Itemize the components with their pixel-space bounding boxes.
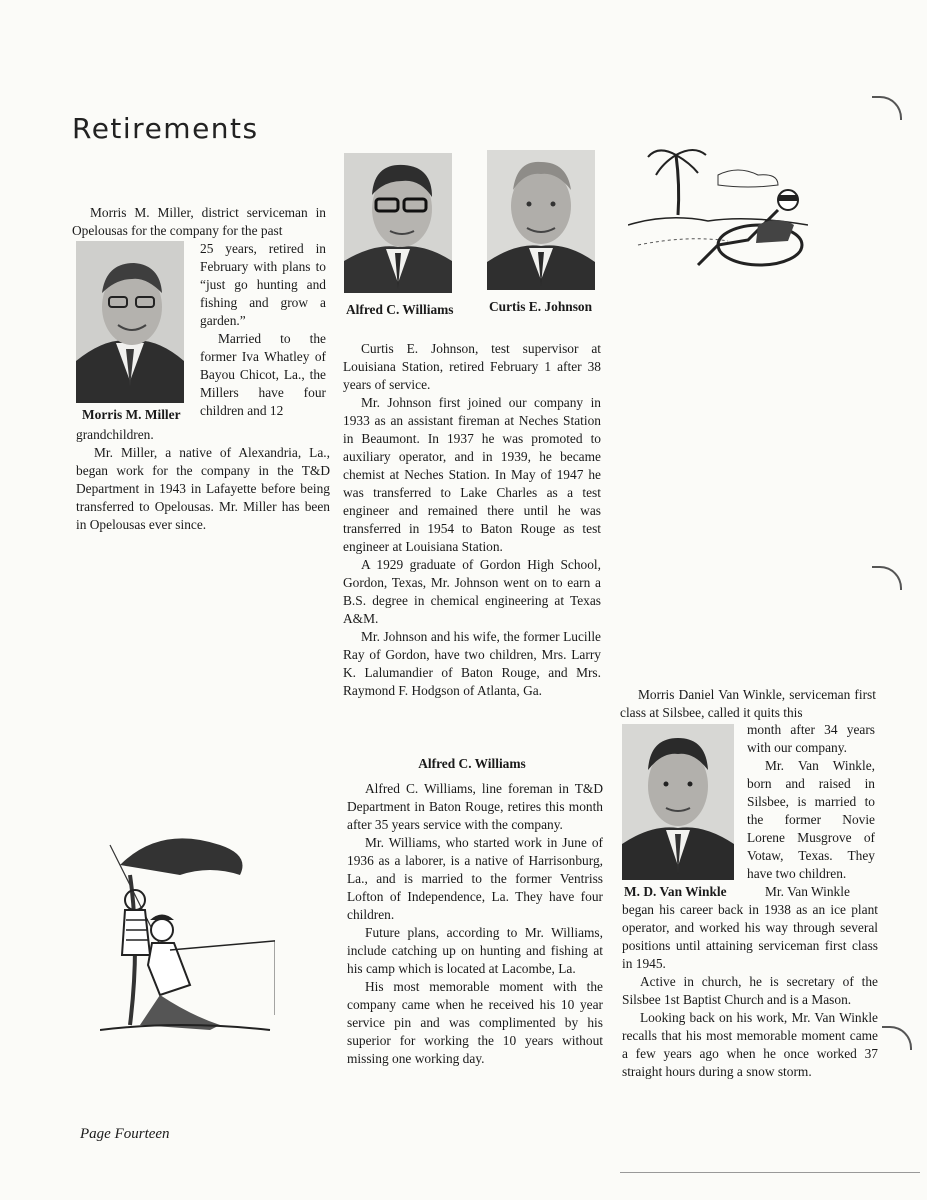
page-title: Retirements	[72, 112, 259, 145]
williams-paragraph-2: Mr. Williams, who started work in June of 1936 as a laborer, is a native of Harrisonburg, La., and is married to the former Ventriss Lofton of Independence, La. They have four children.	[347, 835, 603, 922]
johnson-paragraph-2: Mr. Johnson first joined our company in 1933 as an assistant fireman at Neches Station in Beaumont. In 1937 he was promoted to auxiliary operator, and in 1939, he became chemist at Neches Station. In May of 1947 he was transferred to Lake Charles as a test engineer and remained there until he was transferred in 1954 to Baton Rouge as test engineer at Louisiana Station.	[343, 395, 601, 554]
binder-notch	[872, 96, 902, 120]
miller-intro: Morris M. Miller, district serviceman in Opelousas for the company for the past	[72, 205, 326, 238]
miller-photo	[76, 241, 184, 403]
miller-wrap-text-2: Married to the former Iva Whatley of Bayou Chicot, La., the Millers have four children and 12	[200, 331, 326, 418]
vanwinkle-wrap-text: month after 34 years with our company.	[747, 722, 875, 755]
vanwinkle-wrap-text-3: Mr. Van Winkle	[765, 884, 850, 899]
vanwinkle-paragraph-2: began his career back in 1938 as an ice plant operator, and worked his way through several positions until attaining serviceman first class in 1945.	[622, 902, 878, 971]
miller-paragraph-2: Mr. Miller, a native of Alexandria, La., began work for the company in the T&D Department in 1943 in Lafayette before being transferred to Opelousas. Mr. Miller has been in Opelousas ever since.	[76, 445, 330, 532]
johnson-paragraph-4: Mr. Johnson and his wife, the former Lucille Ray of Gordon, have two children, Mrs. Larry K. Lalumandier of Baton Rouge, and Mrs. Raymond F. Hodgson of Atlanta, Ga.	[343, 629, 601, 698]
portrait-man-glasses-icon	[76, 241, 184, 403]
portrait-man-icon	[622, 724, 734, 880]
vanwinkle-paragraph-3: Active in church, he is secretary of the Silsbee 1st Baptist Church and is a Mason.	[622, 974, 878, 1007]
williams-paragraph-3: Future plans, according to Mr. Williams, include catching up on hunting and fishing at his camp which is located at Lacombe, La.	[347, 925, 603, 976]
johnson-photo-caption: Curtis E. Johnson	[489, 299, 593, 314]
williams-article	[347, 780, 603, 1068]
williams-paragraph-4: His most memorable moment with the company came when he received his 10 year service pin and was complimented by his superior for working the 10 years without missing one working day.	[347, 979, 603, 1066]
williams-paragraph-1: Alfred C. Williams, line foreman in T&D Department in Baton Rouge, retires this month after 35 years service with the company.	[347, 781, 603, 832]
johnson-article	[343, 340, 601, 700]
johnson-photo	[487, 150, 595, 290]
miller-photo-caption: Morris M. Miller	[82, 407, 181, 422]
johnson-paragraph-1: Curtis E. Johnson, test supervisor at Louisiana Station, retired February 1 after 38 years of service.	[343, 341, 601, 392]
vanwinkle-intro: Morris Daniel Van Winkle, serviceman first class at Silsbee, called it quits this	[620, 687, 876, 720]
vanwinkle-paragraph-4: Looking back on his work, Mr. Van Winkle recalls that his most memorable moment came a few years ago when he once worked 37 straight hours during a snow storm.	[622, 1010, 878, 1079]
beach-lounger-icon	[628, 145, 808, 285]
beach-illustration	[628, 145, 808, 285]
williams-photo-caption: Alfred C. Williams	[346, 302, 454, 317]
vanwinkle-photo	[622, 724, 734, 880]
williams-heading: Alfred C. Williams	[418, 756, 526, 771]
miller-continued: grandchildren.	[76, 427, 154, 442]
miller-wrap-text: 25 years, retired in February with plans to “just go hunting and fishing and grow a garden.”	[200, 241, 326, 328]
portrait-man-glasses-icon	[344, 153, 452, 293]
vanwinkle-wrap-text-2: Mr. Van Winkle, born and raised in Silsbee, is married to the former Novie Lorene Musgrove of Votaw, Texas. They have two children.	[747, 758, 875, 881]
williams-photo	[344, 153, 452, 293]
johnson-paragraph-3: A 1929 graduate of Gordon High School, Gordon, Texas, Mr. Johnson went on to earn a B.S. degree in chemical engineering at Texas A&M.	[343, 557, 601, 626]
binder-notch	[872, 566, 902, 590]
binder-notch	[882, 1026, 912, 1050]
bottom-rule	[620, 1172, 920, 1173]
portrait-man-icon	[487, 150, 595, 290]
fishing-boy-icon	[100, 825, 275, 1035]
vanwinkle-article	[622, 901, 878, 1081]
vanwinkle-photo-caption: M. D. Van Winkle	[624, 884, 727, 899]
page-footer: Page Fourteen	[80, 1126, 170, 1142]
fishing-illustration	[100, 825, 275, 1035]
